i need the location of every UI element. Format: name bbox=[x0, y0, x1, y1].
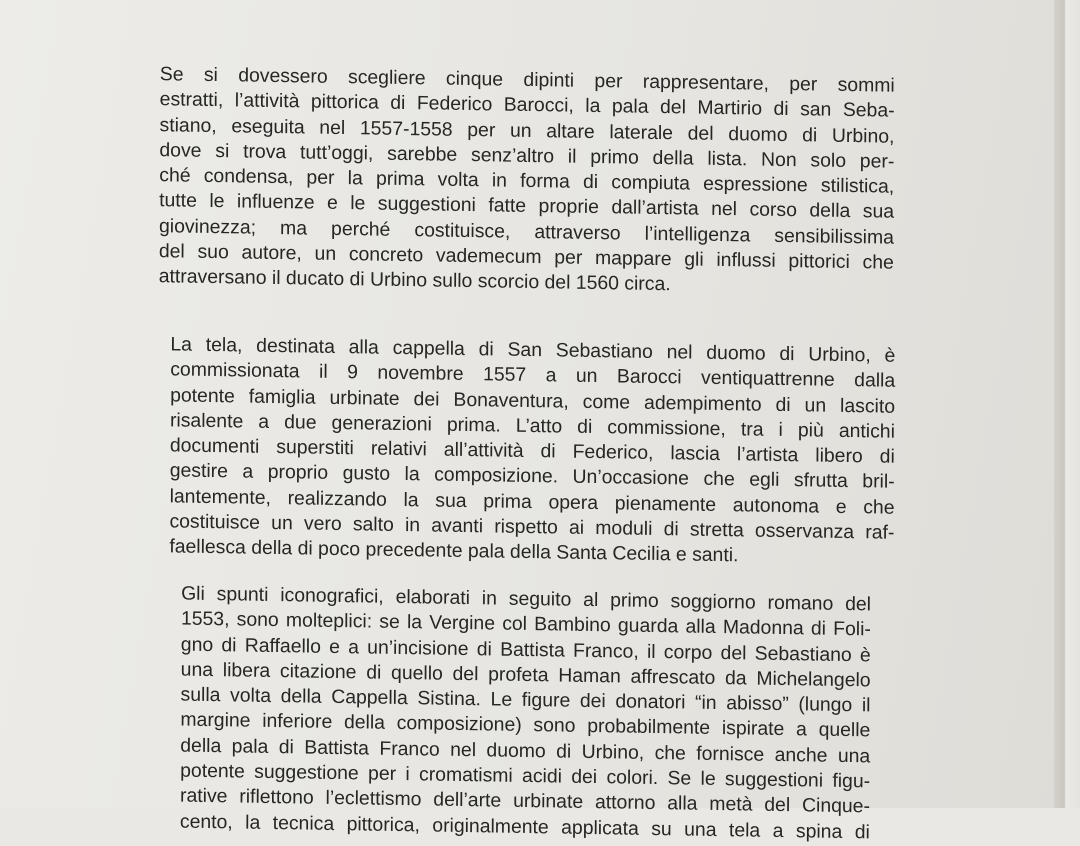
text-line: della pala di Battista Franco nel duomo di Urbino, che fornisce anche una bbox=[180, 734, 871, 768]
text-panel bbox=[146, 40, 910, 844]
wall-edge bbox=[1054, 0, 1080, 808]
text-line: stiano, eseguita nel 1557-1558 per un altare laterale del duomo di Urbino, bbox=[159, 113, 895, 148]
text-line: Se si dovessero scegliere cinque dipinti per rappresentare, per sommi bbox=[159, 63, 895, 97]
text-line: rative riflettono l’eclettismo dell’arte urbinate attorno alla metà del Cinque- bbox=[179, 784, 871, 818]
text-line: tutte le influenze e le suggestioni fatte proprie dall’artista nel corso della sua bbox=[159, 189, 895, 224]
text-line: potente suggestione per i cromatismi acidi dei colori. Se le suggestioni figu- bbox=[180, 759, 871, 793]
text-line: faellesca della di poco precedente pala della Santa Cecilia e santi. bbox=[169, 535, 739, 567]
text-line: 1553, sono molteplici: se la Vergine col Bambino guarda alla Madonna di Foli- bbox=[180, 607, 871, 641]
text-line: dove si trova tutt’oggi, sarebbe senz’altro il primo della lista. Non solo per- bbox=[159, 139, 895, 173]
text-line: giovinezza; ma perché costituisce, attraverso l’intelligenza sensibilissima bbox=[158, 214, 894, 249]
paragraph bbox=[169, 332, 895, 571]
text-line: costituisce un vero salto in avanti rispetto ai moduli di stretta osservanza raf- bbox=[169, 510, 895, 544]
text-line: gno di Raffaello e a un’incisione di Battista Franco, il corpo del Sebastiano è bbox=[180, 633, 871, 666]
text-line: una libera citazione di quello del profeta Haman affrescato da Michelangelo bbox=[180, 658, 871, 692]
text-line: documenti superstiti relativi all’attività di Federico, lascia l’artista libero di bbox=[169, 434, 895, 468]
text-line: cento, la tecnica pittorica, originalmente applicata su una tela a spina di bbox=[179, 810, 870, 844]
text-line: potente famiglia urbinate dei Bonaventura, come adempimento di un lascito bbox=[170, 383, 896, 418]
text-line: La tela, destinata alla cappella di San Sebastiano nel duomo di Urbino, è bbox=[170, 333, 896, 367]
text-line: attraversano il ducato di Urbino sullo scorcio del 1560 circa. bbox=[158, 265, 671, 296]
text-line: sulla volta della Cappella Sistina. Le figure dei donatori “in abisso” (lungo il bbox=[180, 683, 871, 717]
text-line: lantemente, realizzando la sua prima opera pienamente autonoma e che bbox=[169, 485, 895, 519]
text-line: estratti, l’attività pittorica di Federico Barocci, la pala del Martirio di san Seba- bbox=[159, 88, 895, 123]
paragraph bbox=[159, 62, 895, 301]
paragraph bbox=[180, 582, 871, 846]
text-line: ché condensa, per la prima volta in forma di compiuta espressione stilistica, bbox=[159, 164, 895, 198]
text-line: risalente a due generazioni prima. L’atto di commissione, tra i più antichi bbox=[169, 409, 895, 443]
text-line: gestire a proprio gusto la composizione. Un’occasione che egli sfrutta bril- bbox=[169, 459, 895, 494]
text-line: commissionata il 9 novembre 1557 a un Barocci ventiquattrenne dalla bbox=[170, 358, 896, 393]
text-line: margine inferiore della composizione) sono probabilmente ispirate a quelle bbox=[180, 709, 871, 742]
text-line: Gli spunti iconografici, elaborati in seguito al primo soggiorno romano del bbox=[181, 582, 872, 616]
text-line: del suo autore, un concreto vademecum per mappare gli influssi pittorici che bbox=[158, 240, 894, 274]
